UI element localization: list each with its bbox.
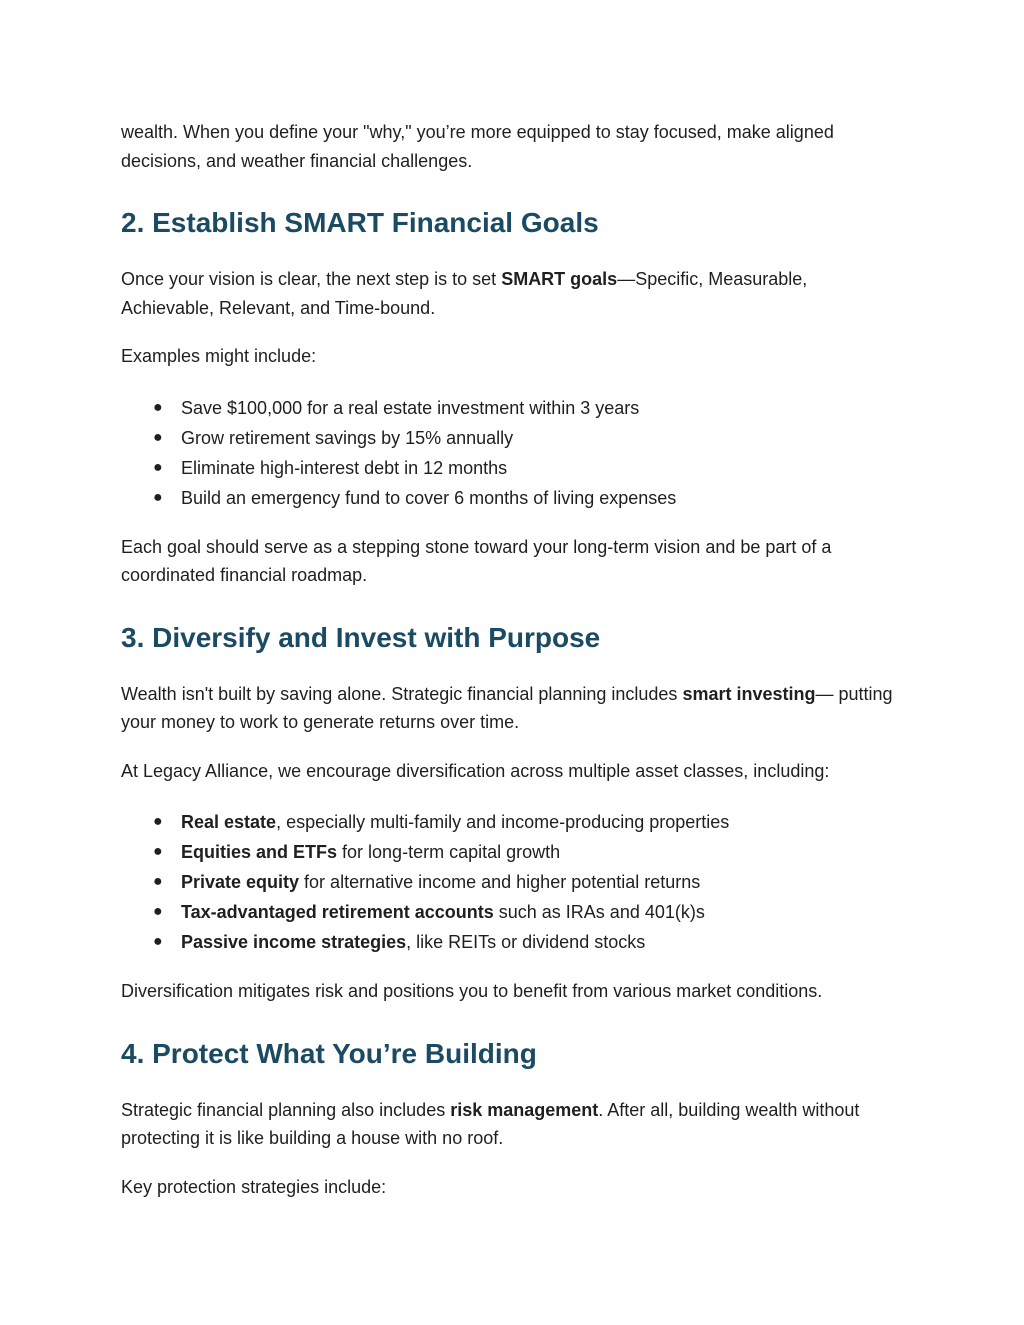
section-4-paragraph-2: Key protection strategies include: (121, 1176, 387, 1197)
bullet-icon: ● (153, 843, 163, 860)
document-page (121, 118, 901, 1201)
section-2-heading: 2. Establish SMART Financial Goals (121, 207, 599, 238)
section-3-heading: 3. Diversify and Invest with Purpose (121, 621, 601, 653)
text-run: — putting your money to work to generate returns over time. (121, 683, 893, 732)
list-item (121, 807, 901, 837)
section-3-paragraph-3: Diversification mitigates risk and positions you to benefit from various market conditions. (121, 981, 823, 1001)
list-item (121, 453, 901, 483)
list-item (121, 483, 901, 513)
list-item-text: for alternative income and higher potential returns (299, 872, 701, 892)
bullet-icon: ● (153, 458, 163, 476)
list-item-text: for long-term capital growth (337, 842, 561, 862)
list-item-text: such as IRAs and 401(k)s (493, 902, 705, 922)
bullet-icon: ● (153, 933, 163, 950)
bullet-icon: ● (153, 903, 163, 920)
section-3-paragraph-1 (121, 680, 901, 737)
bullet-icon: ● (153, 398, 163, 416)
text-run: Wealth isn't built by saving alone. Strategic financial planning includes (121, 683, 683, 704)
list-item-text: Save $100,000 for a real estate investment within 3 years (181, 397, 640, 418)
list-item-bold: Passive income strategies (181, 932, 407, 952)
section-2-paragraph-3: Each goal should serve as a stepping stone toward your long-term vision and be part of a coordinated financial roadmap. (121, 536, 832, 585)
bold-term: SMART goals (501, 269, 618, 289)
section-2-paragraph-1 (121, 265, 901, 322)
section-2-paragraph-2: Examples might include: (121, 346, 317, 366)
bullet-icon: ● (153, 873, 163, 890)
bullet-icon: ● (153, 813, 163, 830)
section-4-heading: 4. Protect What You’re Building (121, 1037, 537, 1069)
list-item (121, 897, 901, 927)
intro-paragraph: wealth. When you define your "why," you’re more equipped to stay focused, make aligned decisions, and weather financial challenges. (121, 122, 834, 171)
section-4-paragraph-1 (121, 1096, 901, 1153)
text-run: Once your vision is clear, the next step is to set (121, 269, 502, 289)
list-item (121, 423, 901, 453)
list-item (121, 927, 901, 957)
section-3-paragraph-2: At Legacy Alliance, we encourage diversification across multiple asset classes, including: (121, 760, 830, 781)
list-item-text: Eliminate high-interest debt in 12 months (181, 457, 508, 478)
section-3-bullet-list (121, 807, 901, 957)
list-item-bold: Tax-advantaged retirement accounts (181, 902, 494, 922)
bullet-icon: ● (153, 428, 163, 446)
section-2-bullet-list (121, 393, 901, 513)
list-item (121, 867, 901, 897)
text-run: —Specific, Measurable, Achievable, Relevant, and Time-bound. (121, 269, 808, 318)
list-item-bold: Equities and ETFs (181, 842, 338, 862)
list-item (121, 837, 901, 867)
bold-term: smart investing (682, 683, 816, 704)
list-item (121, 393, 901, 423)
list-item-text: Grow retirement savings by 15% annually (181, 427, 514, 448)
bold-term: risk management (450, 1099, 599, 1120)
list-item-bold: Real estate (181, 812, 277, 832)
bullet-icon: ● (153, 488, 163, 506)
text-run: Strategic financial planning also includes (121, 1099, 451, 1120)
list-item-bold: Private equity (181, 872, 300, 892)
list-item-text: , especially multi-family and income-producing properties (276, 812, 730, 832)
list-item-text: , like REITs or dividend stocks (406, 932, 646, 952)
text-run: . After all, building wealth without protecting it is like building a house with no roof. (121, 1099, 860, 1148)
list-item-text: Build an emergency fund to cover 6 months of living expenses (181, 487, 677, 508)
